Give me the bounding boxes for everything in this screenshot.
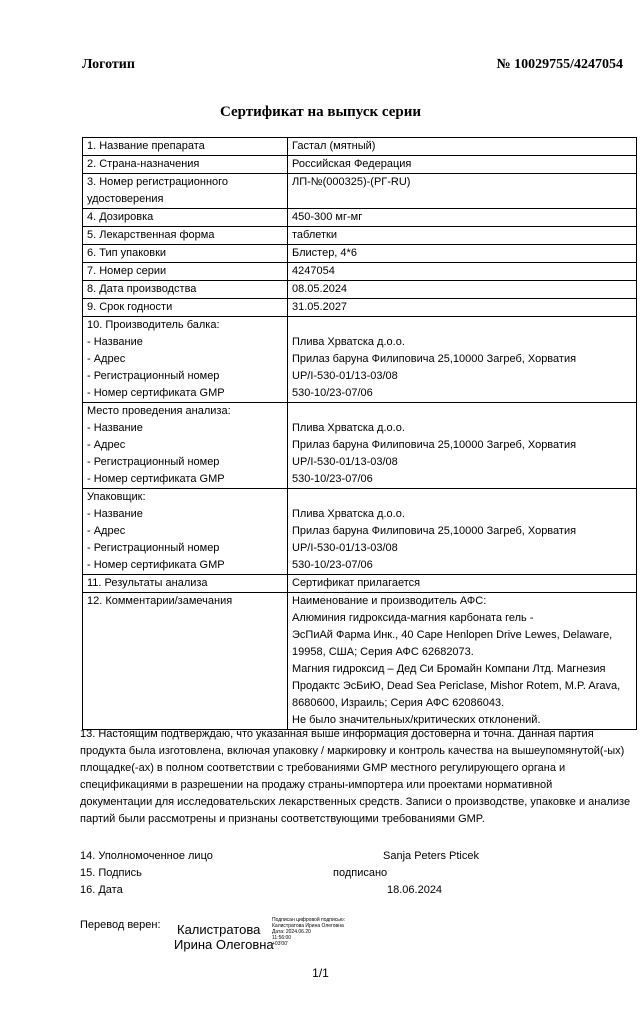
field-label: - Номер сертификата GMP [87, 473, 225, 485]
signature-value: подписано [333, 867, 388, 879]
field-value-cell [288, 281, 637, 299]
field-value-cell [288, 138, 637, 156]
field-value: Прилаз баруна Филиповича 25,10000 Загреб, Хорватия [292, 525, 577, 537]
field-label-cell [83, 299, 288, 317]
field-value: Российская Федерация [292, 158, 412, 170]
field-value: 450-300 мг-мг [292, 211, 363, 223]
field-value: 530-10/23-07/06 [292, 387, 373, 399]
field-value: 31.05.2027 [292, 301, 348, 313]
field-value: UP/I-530-01/13-03/08 [292, 456, 398, 468]
table-row [83, 403, 637, 489]
page-title: Сертификат на выпуск серии [219, 104, 422, 120]
table-row [83, 299, 637, 317]
statement-line: спецификациями в разрешении на продажу страны-импортера или проектами нормативной [80, 779, 553, 791]
field-value-cell [288, 299, 637, 317]
field-label-cell [83, 156, 288, 174]
field-label: Упаковщик: [87, 491, 146, 503]
field-value-cell [288, 575, 637, 593]
field-label: - Регистрационный номер [87, 370, 220, 382]
field-value: Плива Хрватска д.о.о. [292, 336, 405, 348]
certificate-table [82, 137, 637, 730]
field-label: 10. Производитель балка: [87, 319, 220, 331]
table-row [83, 209, 637, 227]
page-number: 1/1 [312, 966, 329, 980]
field-value: Плива Хрватска д.о.о. [292, 422, 405, 434]
table-row [83, 281, 637, 299]
field-label: 7. Номер серии [87, 265, 167, 277]
table-row [83, 593, 637, 730]
field-label-cell [83, 209, 288, 227]
date-value: 18.06.2024 [387, 884, 443, 896]
field-label: 12. Комментарии/замечания [87, 595, 233, 607]
field-label-cell [83, 263, 288, 281]
field-value-cell [288, 489, 637, 575]
translation-label: Перевод верен: [80, 919, 161, 931]
field-label: - Название [87, 422, 143, 434]
field-label: удостоверения [87, 193, 164, 205]
field-label: Место проведения анализа: [87, 405, 231, 417]
field-label: 8. Дата производства [87, 283, 197, 295]
field-label: 2. Страна-назначения [87, 158, 200, 170]
field-value-cell [288, 156, 637, 174]
authorized-person-value: Sanja Peters Pticek [383, 850, 479, 862]
table-row [83, 317, 637, 403]
date-label: 16. Дата [80, 884, 123, 896]
field-label-cell [83, 281, 288, 299]
field-value: 8680600, Израиль; Серия АФС 62086043. [292, 697, 505, 709]
field-value [292, 489, 632, 506]
field-label: - Номер сертификата GMP [87, 387, 225, 399]
translator-name-line2: Ирина Олеговна [174, 937, 274, 952]
field-label-cell [83, 138, 288, 156]
field-value [292, 317, 632, 334]
field-value: Сертификат прилагается [292, 577, 421, 589]
field-value: Прилаз баруна Филиповича 25,10000 Загреб, Хорватия [292, 439, 577, 451]
field-label: - Номер сертификата GMP [87, 559, 225, 571]
table-row [83, 575, 637, 593]
field-label: 11. Результаты анализа [87, 577, 208, 589]
field-label-cell [83, 575, 288, 593]
field-value: Магния гидроксид – Дед Си Бромайн Компани Лтд. Магнезия [292, 663, 606, 675]
field-label: - Название [87, 508, 143, 520]
field-label-cell [83, 403, 288, 489]
field-label-cell [83, 245, 288, 263]
field-label: 6. Тип упаковки [87, 247, 167, 259]
table-row [83, 174, 637, 209]
statement-line: документации для исследовательских лекарственных средств. Записи о производстве, упаковке и анализе [80, 796, 631, 808]
statement-line: площадке(-ах) в полном соответствии с требованиями GMP местного регулирующего органа и [80, 762, 566, 774]
table-row [83, 227, 637, 245]
confirmation-statement [80, 726, 640, 828]
field-value: UP/I-530-01/13-03/08 [292, 370, 398, 382]
field-value: 530-10/23-07/06 [292, 559, 373, 571]
field-label: - Адрес [87, 439, 126, 451]
authorized-person-label: 14. Уполномоченное лицо [80, 850, 213, 862]
logo-placeholder: Логотип [82, 57, 135, 72]
field-value: Прилаз баруна Филиповича 25,10000 Загреб, Хорватия [292, 353, 577, 365]
field-value: 4247054 [292, 265, 335, 277]
field-value: UP/I-530-01/13-03/08 [292, 542, 398, 554]
field-value: Плива Хрватска д.о.о. [292, 508, 405, 520]
field-label: 3. Номер регистрационного [87, 176, 229, 188]
field-label: - Регистрационный номер [87, 542, 220, 554]
field-value-cell [288, 317, 637, 403]
statement-line: партий были рассмотрены и признаны соответствующими требованиями GMP. [80, 813, 485, 825]
translator-name-line1: Калистратова [177, 922, 261, 937]
table-row [83, 156, 637, 174]
statement-line: продукта была изготовлена, включая упаковку / маркировку и контроль качества на вышеупомянутой(-ых) [80, 745, 625, 757]
statement-line: 13. Настоящим подтверждаю, что указанная выше информация достоверна и точна. Данная партия [80, 728, 594, 740]
field-value: таблетки [292, 229, 338, 241]
field-label: 5. Лекарственная форма [87, 229, 215, 241]
field-label-cell [83, 317, 288, 403]
field-value-cell [288, 209, 637, 227]
field-value: Блистер, 4*6 [292, 247, 357, 259]
field-label: - Название [87, 336, 143, 348]
field-label-cell [83, 489, 288, 575]
field-value: 19958, США; Серия АФС 62682073. [292, 646, 474, 658]
field-value-cell [288, 245, 637, 263]
field-value: Наименование и производитель АФС: [292, 595, 487, 607]
field-label: 4. Дозировка [87, 211, 154, 223]
field-value: Гастал (мятный) [292, 140, 376, 152]
field-label-cell [83, 227, 288, 245]
field-value: Не было значительных/критических отклонений. [292, 714, 541, 726]
field-value: Алюминия гидроксида-магния карбоната гель - [292, 612, 534, 624]
field-label: - Регистрационный номер [87, 456, 220, 468]
field-value-cell [288, 263, 637, 281]
document-number: № 10029755/4247054 [496, 57, 623, 72]
field-value-cell [288, 174, 637, 209]
field-value-cell [288, 403, 637, 489]
field-label-cell [83, 174, 288, 209]
field-value: ЛП-№(000325)-(РГ-RU) [292, 176, 411, 188]
field-label-cell [83, 593, 288, 730]
table-row [83, 138, 637, 156]
digital-signature-stamp: Подписан цифровой подписью: Калистратова Ирина Олеговна Дата: 2024.06.20 11:56:00 +03'00' [272, 917, 346, 947]
field-value-cell [288, 227, 637, 245]
field-label: - Адрес [87, 525, 126, 537]
field-label: 1. Название препарата [87, 140, 205, 152]
signature-label: 15. Подпись [80, 867, 142, 879]
field-label: 9. Срок годности [87, 301, 173, 313]
table-row [83, 245, 637, 263]
field-value [292, 403, 632, 420]
field-value-cell [288, 593, 637, 730]
field-value: Продактс ЭсБиЮ, Dead Sea Periclase, Mishor Rotem, M.P. Arava, [292, 680, 621, 692]
table-row [83, 489, 637, 575]
field-value: 08.05.2024 [292, 283, 348, 295]
field-label: - Адрес [87, 353, 126, 365]
field-value: 530-10/23-07/06 [292, 473, 373, 485]
table-row [83, 263, 637, 281]
field-value: ЭсПиАй Фарма Инк., 40 Cape Henlopen Drive Lewes, Delaware, [292, 629, 613, 641]
